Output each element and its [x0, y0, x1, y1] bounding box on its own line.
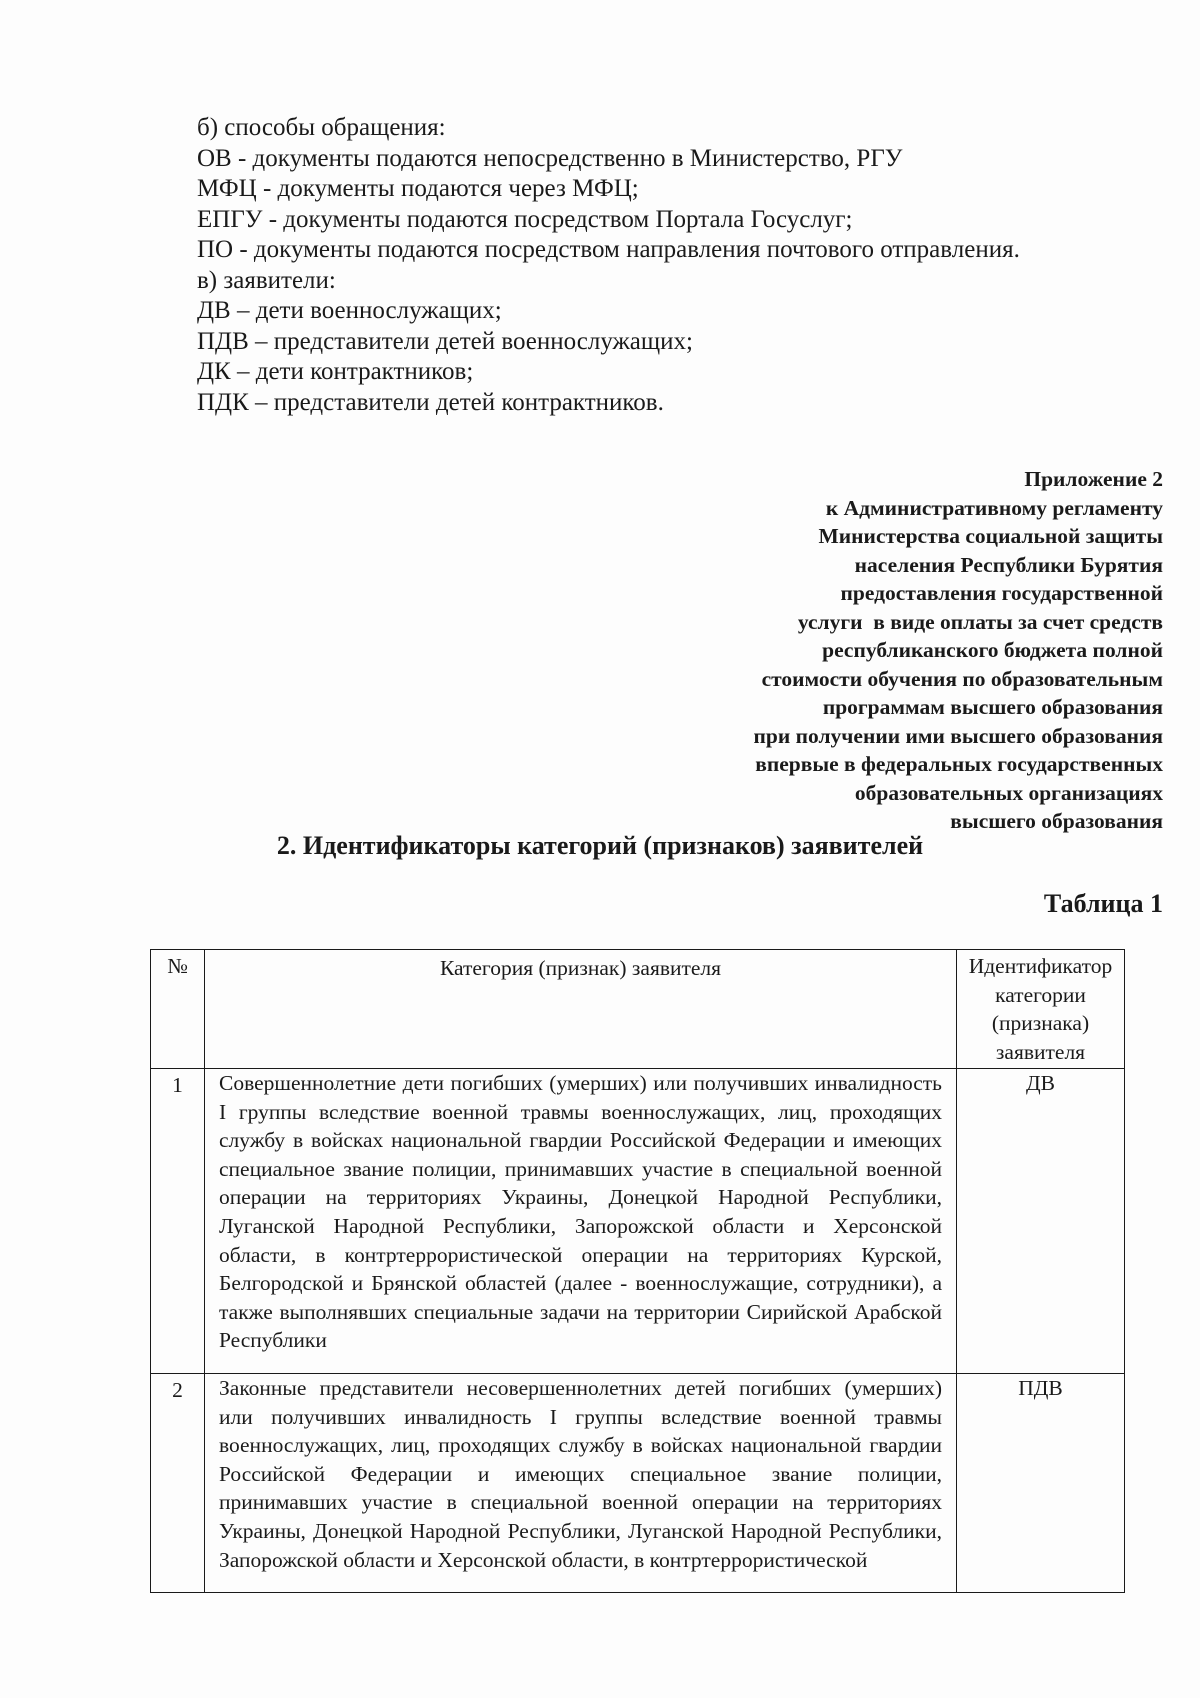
- section-title: 2. Идентификаторы категорий (признаков) заявителей: [276, 831, 924, 860]
- header-category: Категория (признак) заявителя: [205, 950, 957, 1069]
- legend-line: б) способы обращения:: [197, 114, 446, 141]
- appendix-line: высшего образования: [950, 809, 1163, 833]
- appendix-line: впервые в федеральных государственных: [755, 752, 1163, 776]
- legend-line: ЕПГУ - документы подаются посредством Портала Госуслуг;: [197, 205, 853, 233]
- row-identifier: ПДВ: [957, 1374, 1125, 1593]
- appendix-line: Приложение 2: [1024, 467, 1163, 491]
- legend-line: ДВ – дети военнослужащих;: [197, 297, 502, 324]
- appendix-line: стоимости обучения по образовательным: [761, 666, 1163, 691]
- appendix-line: республиканского бюджета полной: [822, 638, 1163, 662]
- appendix-line: услуги в виде оплаты за счет средств: [797, 609, 1163, 634]
- row-category: Законные представители несовершеннолетних детей погибших (умерших) или получивших инвалидность I группы вследствие военной травмы военнослужащих, лиц, проходящих службу в войсках национальной гвардии Российской Федерации и имеющих специальное звание полиции, принимавших участие в специальной военной операции на территориях Украины, Донецкой Народной Республики, Луганской Народной Республики, Запорожской области и Херсонской области, в контртеррористической: [219, 1376, 942, 1572]
- legend-line: ПДВ – представители детей военнослужащих;: [197, 327, 693, 355]
- appendix-line: предоставления государственной: [840, 581, 1163, 605]
- appendix-line: населения Республики Бурятия: [854, 552, 1163, 577]
- applicant-legend: [197, 113, 1097, 418]
- row-number: 2: [151, 1374, 205, 1593]
- table-row: [151, 1069, 1125, 1374]
- header-number: №: [151, 950, 205, 1069]
- legend-line: ДК – дети контрактников;: [197, 358, 474, 385]
- legend-line: МФЦ - документы подаются через МФЦ;: [197, 175, 639, 202]
- appendix-line: программам высшего образования: [822, 695, 1163, 719]
- legend-line: в) заявители:: [197, 266, 336, 294]
- appendix-line: образовательных организациях: [854, 780, 1163, 805]
- table-label: Таблица 1: [1043, 889, 1163, 918]
- row-category-cell: [205, 1374, 957, 1593]
- appendix-line: к Административному регламенту: [825, 495, 1163, 520]
- legend-line: ПО - документы подаются посредством направления почтового отправления.: [197, 236, 1020, 263]
- appendix-line: при получении ими высшего образования: [753, 723, 1163, 748]
- legend-line: ОВ - документы подаются непосредственно в Министерство, РГУ: [197, 144, 903, 172]
- row-category: Совершеннолетние дети погибших (умерших) или получивших инвалидность I группы вследствие военной травмы военнослужащих, лиц, проходящих службу в войсках национальной гвардии Российской Федерации и имеющих специальное звание полиции, принимавших участие в специальной военной операции на территориях Украины, Донецкой Народной Республики, Луганской Народной Республики, Запорожской области и Херсонской области, в контртеррористической операции на территориях Курской, Белгородской и Брянской областей (далее - военнослужащие, сотрудники), а также выполнявших специальные задачи на территории Сирийской Арабской Республики: [205, 1069, 957, 1374]
- legend-line: ПДК – представители детей контрактников.: [197, 388, 664, 416]
- table-header-row: [151, 950, 1125, 1069]
- row-number: 1: [151, 1069, 205, 1374]
- table-row: [151, 1374, 1125, 1593]
- applicant-categories-table: [150, 949, 1125, 1593]
- row-identifier: ДВ: [957, 1069, 1125, 1374]
- appendix-header: [563, 465, 1163, 836]
- header-identifier: Идентификатор категории (признака) заявителя: [957, 950, 1125, 1069]
- appendix-line: Министерства социальной защиты: [818, 524, 1163, 548]
